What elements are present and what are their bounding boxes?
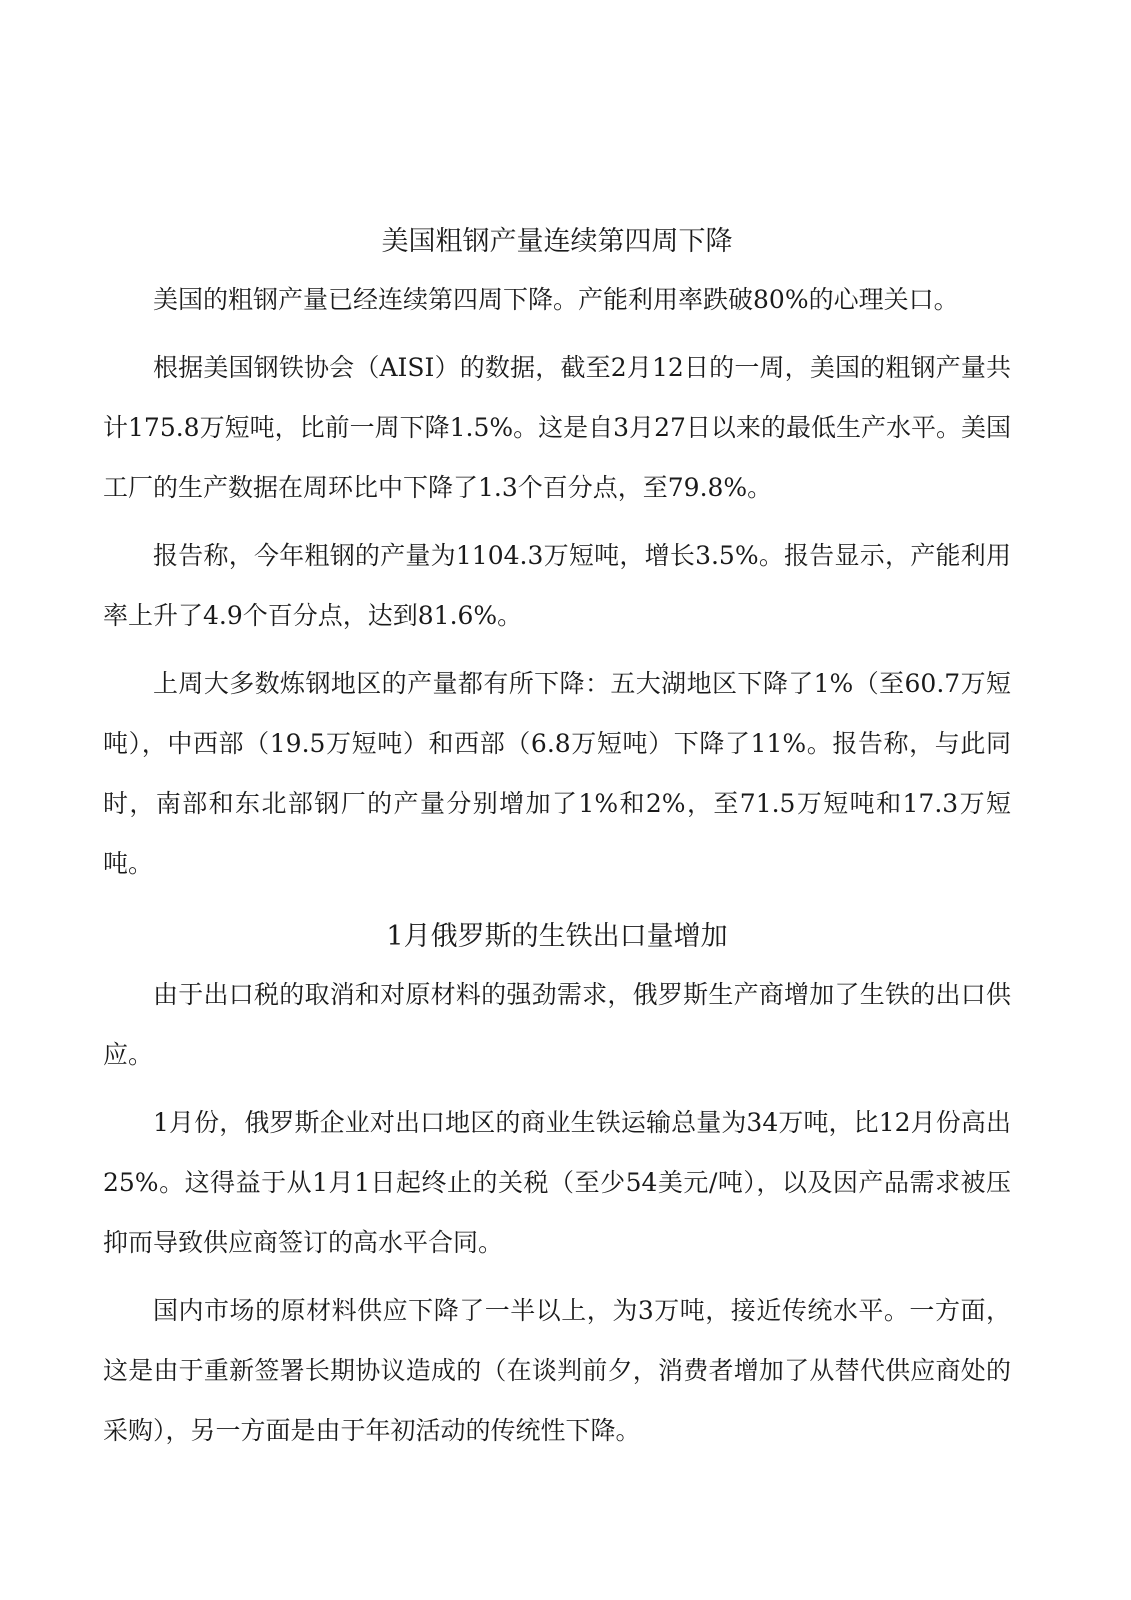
article-paragraph: 1月份，俄罗斯企业对出口地区的商业生铁运输总量为34万吨，比12月份高出25%。这得益于从1月1日起终止的关税（至少54美元/吨），以及因产品需求被压抑而导致供应商签订的高水平合同。	[103, 1108, 1011, 1257]
article-paragraph: 美国的粗钢产量已经连续第四周下降。产能利用率跌破80%的心理关口。	[153, 285, 959, 314]
article-title: 美国粗钢产量连续第四周下降	[381, 226, 733, 257]
article-paragraph: 由于出口税的取消和对原材料的强劲需求，俄罗斯生产商增加了生铁的出口供应。	[103, 980, 1011, 1069]
article-paragraph: 国内市场的原材料供应下降了一半以上，为3万吨，接近传统水平。一方面，这是由于重新签署长期协议造成的（在谈判前夕，消费者增加了从替代供应商处的采购），另一方面是由于年初活动的传统性下降。	[103, 1296, 1011, 1445]
article-title: 1月俄罗斯的生铁出口量增加	[386, 921, 728, 952]
article-russia-pig-iron	[103, 917, 1011, 1469]
article-paragraph: 报告称，今年粗钢的产量为1104.3万短吨，增长3.5%。报告显示，产能利用率上升了4.9个百分点，达到81.6%。	[103, 541, 1011, 630]
article-us-crude-steel	[103, 222, 1011, 902]
article-paragraph: 上周大多数炼钢地区的产量都有所下降：五大湖地区下降了1%（至60.7万短吨），中西部（19.5万短吨）和西部（6.8万短吨）下降了11%。报告称，与此同时，南部和东北部钢厂的产量分别增加了1%和2%，至71.5万短吨和17.3万短吨。	[103, 669, 1011, 878]
article-paragraph: 根据美国钢铁协会（AISI）的数据，截至2月12日的一周，美国的粗钢产量共计175.8万短吨，比前一周下降1.5%。这是自3月27日以来的最低生产水平。美国工厂的生产数据在周环比中下降了1.3个百分点，至79.8%。	[103, 353, 1011, 502]
